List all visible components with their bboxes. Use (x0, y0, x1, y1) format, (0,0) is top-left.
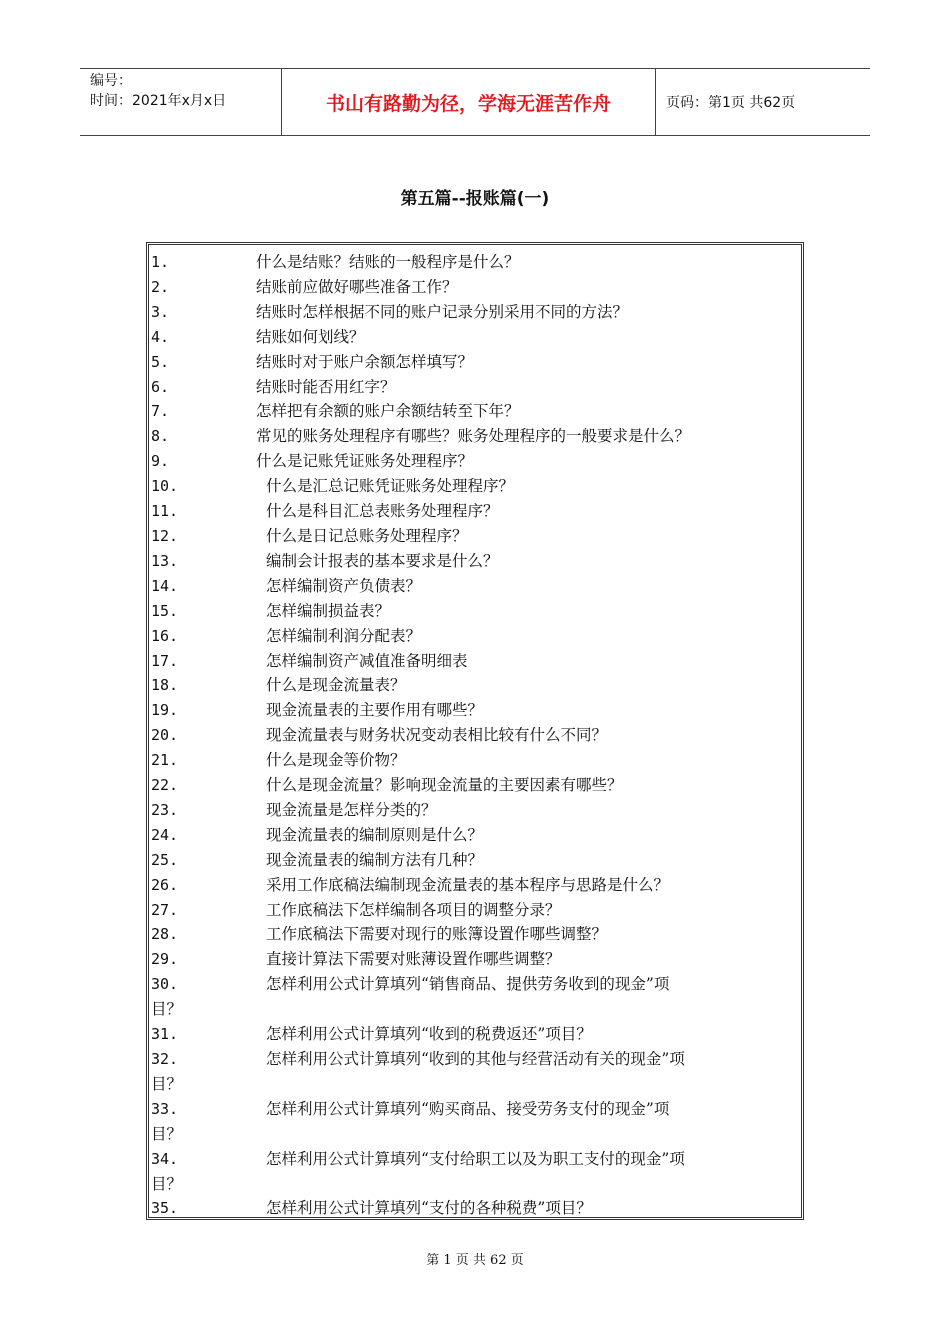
question-text: 现金流量表与财务状况变动表相比较有什么不同？ (266, 726, 608, 745)
question-text: 常见的账务处理程序有哪些？账务处理程序的一般要求是什么？ (256, 427, 691, 446)
question-text: 编制会计报表的基本要求是什么？ (266, 551, 499, 570)
question-text: 怎样利用公式计算填列“收到的税费返还”项目？ (266, 1025, 592, 1044)
question-number: 15. (151, 601, 179, 620)
question-item (151, 972, 801, 997)
question-number: 30. (151, 975, 179, 994)
question-text: 怎样编制利润分配表？ (266, 626, 422, 645)
question-item (151, 250, 801, 275)
question-number: 17. (151, 651, 179, 670)
question-text: 工作底稿法下需要对现行的账簿设置作哪些调整？ (266, 925, 608, 944)
question-text: 采用工作底稿法编制现金流量表的基本程序与思路是什么？ (266, 875, 670, 894)
question-text: 现金流量表的编制原则是什么？ (266, 825, 484, 844)
question-number: 24. (151, 825, 179, 844)
question-number: 23. (151, 800, 179, 819)
question-number: 6. (151, 377, 170, 396)
question-text: 现金流量是怎样分类的？ (266, 800, 437, 819)
question-item (151, 624, 801, 649)
question-item (151, 698, 801, 723)
question-item (151, 773, 801, 798)
question-number: 18. (151, 676, 179, 695)
question-number: 4. (151, 327, 170, 346)
question-text: 怎样编制资产负债表？ (266, 576, 422, 595)
question-text: 结账时能否用红字？ (256, 377, 396, 396)
question-number: 10. (151, 477, 179, 496)
question-text: 什么是汇总记账凭证账务处理程序？ (266, 477, 515, 496)
question-text: 怎样编制资产减值准备明细表 (266, 651, 468, 670)
question-item (151, 399, 801, 424)
page-footer: 第 1 页 共 62 页 (426, 1253, 524, 1268)
question-item (151, 524, 801, 549)
question-number: 25. (151, 850, 179, 869)
header-meta (80, 69, 282, 135)
question-item (151, 723, 801, 748)
question-text: 工作底稿法下怎样编制各项目的调整分录？ (266, 900, 561, 919)
question-text: 怎样利用公式计算填列“销售商品、提供劳务收到的现金”项 (266, 975, 670, 994)
question-number: 35. (151, 1199, 179, 1218)
question-text: 什么是记账凭证账务处理程序？ (256, 452, 474, 471)
question-item (151, 1047, 801, 1072)
question-item (151, 898, 801, 923)
question-item (151, 599, 801, 624)
question-number: 31. (151, 1025, 179, 1044)
question-number: 11. (151, 502, 179, 521)
question-number: 5. (151, 352, 170, 371)
question-continuation: 目？ (151, 1000, 183, 1019)
question-number: 29. (151, 950, 179, 969)
question-text: 怎样利用公式计算填列“支付给职工以及为职工支付的现金”项 (266, 1149, 685, 1168)
question-continuation: 目？ (151, 1174, 183, 1193)
question-item (151, 673, 801, 698)
question-number: 2. (151, 277, 170, 296)
question-item (151, 873, 801, 898)
header-page-info: 页码：第1页 共62页 (666, 95, 796, 111)
question-number: 22. (151, 776, 179, 795)
question-item (151, 798, 801, 823)
question-text: 怎样利用公式计算填列“购买商品、接受劳务支付的现金”项 (266, 1099, 670, 1118)
question-item (151, 350, 801, 375)
question-text: 什么是科目汇总表账务处理程序？ (266, 502, 499, 521)
question-item (151, 823, 801, 848)
question-text: 怎样把有余额的账户余额结转至下年？ (256, 402, 520, 421)
question-item (151, 375, 801, 400)
question-text: 现金流量表的编制方法有几种？ (266, 850, 484, 869)
question-item (151, 1196, 801, 1221)
question-text: 什么是现金流量？影响现金流量的主要因素有哪些？ (266, 776, 623, 795)
question-number: 32. (151, 1050, 179, 1068)
question-number: 33. (151, 1099, 179, 1118)
question-item (151, 549, 801, 574)
question-item (151, 424, 801, 449)
question-text: 怎样利用公式计算填列“支付的各种税费”项目？ (266, 1199, 592, 1218)
question-number: 12. (151, 526, 179, 545)
question-item (151, 325, 801, 350)
question-number: 1. (151, 253, 170, 271)
question-number: 8. (151, 427, 170, 446)
question-item (151, 1147, 801, 1172)
question-number: 20. (151, 726, 179, 745)
question-text: 什么是结账？结账的一般程序是什么？ (256, 253, 520, 271)
question-text: 怎样利用公式计算填列“收到的其他与经营活动有关的现金”项 (266, 1050, 685, 1068)
question-item (151, 649, 801, 674)
question-item (151, 848, 801, 873)
question-list (146, 242, 804, 1220)
question-item (151, 275, 801, 300)
question-item (151, 1097, 801, 1122)
question-text: 什么是现金流量表？ (266, 676, 406, 695)
question-number: 16. (151, 626, 179, 645)
question-text: 怎样编制损益表？ (266, 601, 391, 620)
question-number: 26. (151, 875, 179, 894)
question-item (151, 474, 801, 499)
question-number: 7. (151, 402, 170, 421)
question-number: 9. (151, 452, 170, 471)
question-number: 19. (151, 701, 179, 720)
question-item (151, 947, 801, 972)
question-number: 27. (151, 900, 179, 919)
question-number: 13. (151, 551, 179, 570)
question-item (151, 1022, 801, 1047)
question-number: 28. (151, 925, 179, 944)
document-header (80, 68, 870, 136)
page-title: 第五篇--报账篇(一) (400, 189, 550, 209)
question-item (151, 748, 801, 773)
question-text: 现金流量表的主要作用有哪些？ (266, 701, 484, 720)
question-item (151, 449, 801, 474)
question-continuation: 目？ (151, 1074, 183, 1093)
code-label: 编号： (90, 73, 132, 89)
question-item (151, 922, 801, 947)
question-number: 21. (151, 751, 179, 770)
question-text: 结账时对于账户余额怎样填写？ (256, 352, 474, 371)
question-item (151, 574, 801, 599)
question-continuation: 目？ (151, 1124, 183, 1143)
question-text: 结账如何划线？ (256, 327, 365, 346)
header-slogan: 书山有路勤为径，学海无涯苦作舟 (282, 69, 656, 135)
question-item (151, 499, 801, 524)
question-number: 14. (151, 576, 179, 595)
question-number: 34. (151, 1149, 179, 1168)
question-text: 什么是现金等价物？ (266, 751, 406, 770)
question-text: 结账时怎样根据不同的账户记录分别采用不同的方法？ (256, 302, 629, 321)
time-label: 时间：2021年x月x日 (90, 93, 227, 109)
question-text: 直接计算法下需要对账薄设置作哪些调整？ (266, 950, 561, 969)
question-item (151, 300, 801, 325)
question-text: 什么是日记总账务处理程序？ (266, 526, 468, 545)
question-text: 结账前应做好哪些准备工作？ (256, 277, 458, 296)
question-number: 3. (151, 302, 170, 321)
